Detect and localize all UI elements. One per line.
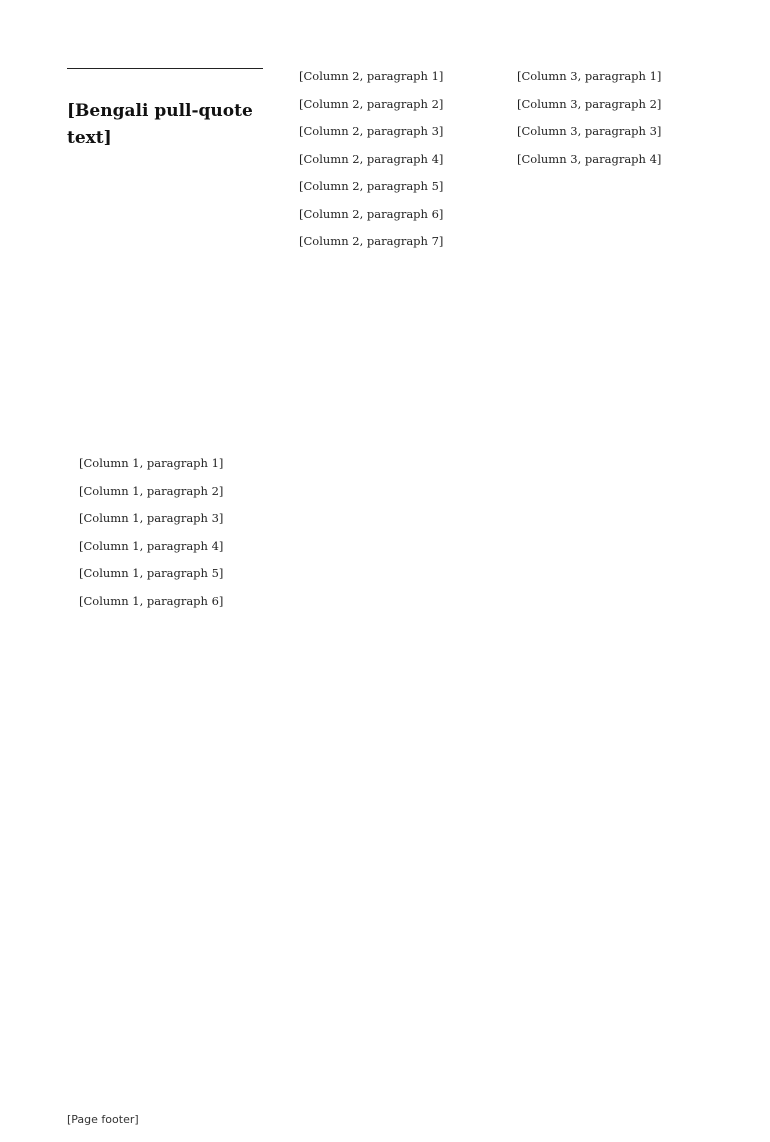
- col2-paragraph: [Column 2, paragraph 3]: [299, 124, 444, 138]
- col2-paragraph: [Column 2, paragraph 5]: [299, 179, 444, 193]
- page-footer: [Page footer]: [67, 1113, 139, 1126]
- col1-paragraph: [Column 1, paragraph 3]: [79, 511, 224, 525]
- top-rule: [67, 68, 263, 69]
- column-3: [505, 68, 705, 178]
- pull-quote: [Bengali pull-quote text]: [67, 101, 253, 148]
- col1-paragraph: [Column 1, paragraph 6]: [79, 593, 224, 608]
- col1-paragraph: [Column 1, paragraph 1]: [79, 456, 224, 470]
- col2-paragraph: [Column 2, paragraph 4]: [299, 151, 444, 166]
- col1-paragraph: [Column 1, paragraph 2]: [79, 483, 224, 498]
- col3-paragraph: [Column 3, paragraph 2]: [517, 96, 662, 111]
- col2-paragraph: [Column 2, paragraph 6]: [299, 206, 444, 221]
- col3-paragraph: [Column 3, paragraph 3]: [517, 124, 662, 138]
- col1-paragraph: [Column 1, paragraph 4]: [79, 538, 224, 553]
- col2-paragraph: [Column 2, paragraph 7]: [299, 234, 444, 248]
- col3-paragraph: [Column 3, paragraph 1]: [517, 69, 662, 83]
- col3-paragraph: [Column 3, paragraph 4]: [517, 151, 662, 166]
- col1-paragraph: [Column 1, paragraph 5]: [79, 566, 224, 580]
- col2-paragraph: [Column 2, paragraph 1]: [299, 69, 444, 83]
- column-2: [287, 68, 487, 261]
- column-1: [67, 455, 267, 620]
- col2-paragraph: [Column 2, paragraph 2]: [299, 96, 444, 111]
